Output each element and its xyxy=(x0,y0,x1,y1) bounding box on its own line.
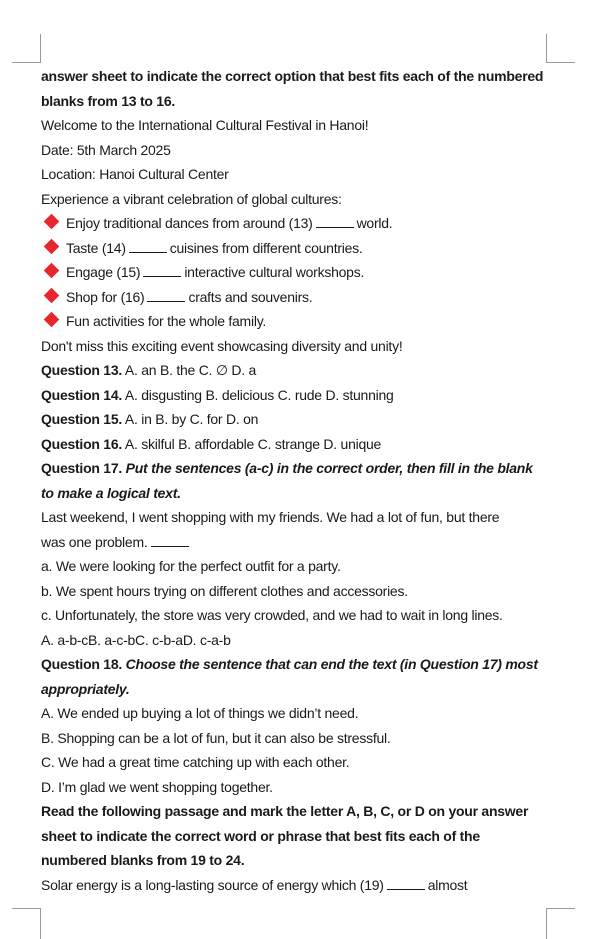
bullet-text: Fun activities for the whole family. xyxy=(66,313,267,329)
question-label: Question 18. xyxy=(41,656,123,672)
question-18-instruction-cont: appropriately. xyxy=(41,680,130,697)
bullet-text: Engage (15) xyxy=(66,264,141,280)
answer-blank xyxy=(151,536,189,547)
q17-options: A. a-b-cB. a-c-bC. c-b-aD. c-a-b xyxy=(41,631,231,648)
notice-experience: Experience a vibrant celebration of global cultures: xyxy=(41,190,342,207)
question-options: A. skilful B. affordable C. strange D. unique xyxy=(122,435,382,452)
q17-sentence-c: c. Unfortunately, the store was very crowded, and we had to wait in long lines. xyxy=(41,607,503,623)
red-diamond-icon xyxy=(44,238,60,254)
bullet-item xyxy=(41,260,556,285)
notice-closing: Don't miss this exciting event showcasing diversity and unity! xyxy=(41,337,403,354)
bullet-text: Taste (14) xyxy=(66,239,126,256)
question-label: Question 14. xyxy=(41,386,123,403)
question-label: Question 13. xyxy=(41,362,123,378)
question-16 xyxy=(41,432,556,457)
q18-option-a: A. We ended up buying a lot of things we didn’t need. xyxy=(41,705,359,721)
question-instruction: Choose the sentence that can end the text (in Question 17) most xyxy=(122,656,538,672)
crop-mark-bottom-right xyxy=(546,908,575,939)
red-diamond-icon xyxy=(44,263,60,279)
red-diamond-icon xyxy=(44,312,60,328)
crop-mark-bottom-left xyxy=(12,908,41,939)
notice-date: Date: 5th March 2025 xyxy=(41,141,171,158)
reading-instruction-3: numbered blanks from 19 to 24. xyxy=(41,852,245,868)
passage-text: Solar energy is a long-lasting source of energy which (19) xyxy=(41,876,384,893)
document-body xyxy=(41,64,556,897)
bullet-item xyxy=(41,211,556,236)
question-14 xyxy=(41,383,556,408)
bullet-item xyxy=(41,309,556,334)
question-label: Question 15. xyxy=(41,411,123,427)
intro-line-2: blanks from 13 to 16. xyxy=(41,92,176,109)
q18-option-c: C. We had a great time catching up with each other. xyxy=(41,754,350,770)
bullet-text: Shop for (16) xyxy=(66,288,145,305)
crop-mark-top-right xyxy=(546,34,575,63)
notice-welcome: Welcome to the International Cultural Festival in Hanoi! xyxy=(41,117,369,133)
reading-instruction-1: Read the following passage and mark the letter A, B, C, or D on your answer xyxy=(41,803,529,819)
question-17-heading xyxy=(41,456,556,481)
question-options: A. an B. the C. ∅ D. a xyxy=(122,362,257,378)
red-diamond-icon xyxy=(44,287,60,303)
question-13 xyxy=(41,358,556,383)
answer-blank xyxy=(147,291,185,302)
crop-mark-top-left xyxy=(12,34,41,63)
answer-blank xyxy=(316,217,354,228)
q18-option-b: B. Shopping can be a lot of fun, but it can also be stressful. xyxy=(41,729,391,746)
passage-text: was one problem. xyxy=(41,533,148,550)
q17-passage-line-1: Last weekend, I went shopping with my friends. We had a lot of fun, but there xyxy=(41,509,500,525)
notice-location: Location: Hanoi Cultural Center xyxy=(41,166,229,182)
answer-blank xyxy=(387,879,425,890)
question-label: Question 17. xyxy=(41,460,123,476)
bullet-text-after: world. xyxy=(356,215,393,231)
question-options: A. disgusting B. delicious C. rude D. stunning xyxy=(122,386,394,403)
question-17-instruction-cont: to make a logical text. xyxy=(41,484,181,501)
bullet-text-after: cuisines from different countries. xyxy=(169,239,363,256)
question-label: Question 16. xyxy=(41,435,123,452)
bullet-text: Enjoy traditional dances from around (13) xyxy=(66,215,313,231)
question-18-heading xyxy=(41,652,556,677)
q17-passage-line-2 xyxy=(41,530,556,555)
red-diamond-icon xyxy=(44,214,60,230)
passage-text-after: almost xyxy=(427,876,468,893)
bullet-text-after: interactive cultural workshops. xyxy=(184,264,365,280)
bullet-text-after: crafts and souvenirs. xyxy=(188,288,313,305)
intro-line-1: answer sheet to indicate the correct option that best fits each of the numbered xyxy=(41,68,544,84)
reading-instruction-2: sheet to indicate the correct word or phrase that best fits each of the xyxy=(41,827,480,844)
q17-sentence-b: b. We spent hours trying on different clothes and accessories. xyxy=(41,582,408,599)
bullet-item xyxy=(41,285,556,310)
question-instruction: Put the sentences (a-c) in the correct order, then fill in the blank xyxy=(122,460,533,476)
bullet-item xyxy=(41,236,556,261)
q18-option-d: D. I’m glad we went shopping together. xyxy=(41,778,273,795)
answer-blank xyxy=(143,266,181,277)
question-15 xyxy=(41,407,556,432)
q17-sentence-a: a. We were looking for the perfect outfit for a party. xyxy=(41,558,341,574)
answer-blank xyxy=(129,242,167,253)
question-options: A. in B. by C. for D. on xyxy=(122,411,259,427)
reading-passage-line-1 xyxy=(41,873,556,898)
